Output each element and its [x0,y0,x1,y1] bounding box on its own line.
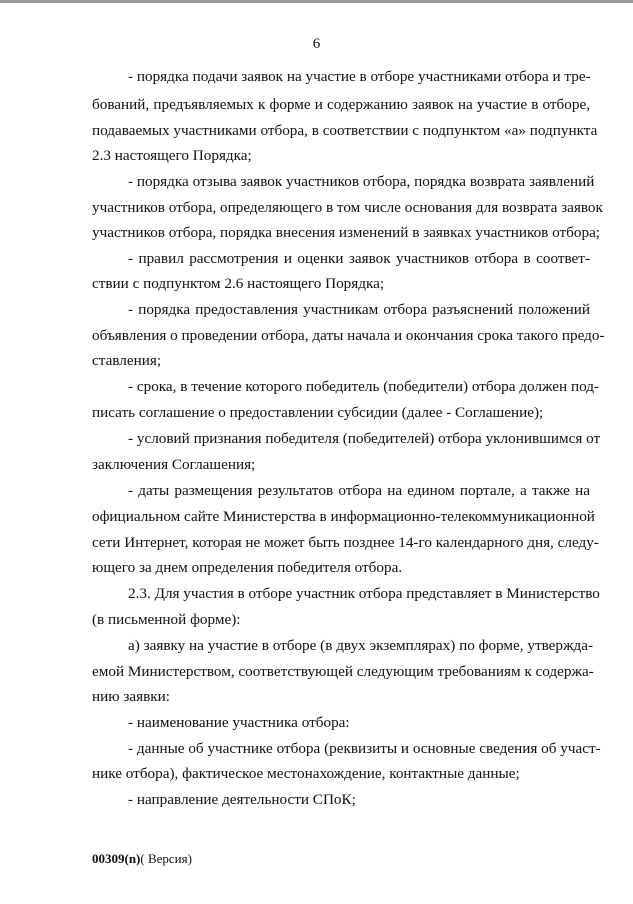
text-line: 2.3. Для участия в отборе участник отбора представляет в Министерство [128,585,600,602]
text-line: - данные об участнике отбора (реквизиты и основные сведения об участ- [128,740,601,757]
text-line: а) заявку на участие в отборе (в двух экземплярах) по форме, утвержда- [128,637,594,654]
document-footer [92,851,192,867]
text-line: официальном сайте Министерства в информационно-телекоммуникационной [92,508,595,525]
text-line: писать соглашение о предоставлении субсидии (далее - Соглашение); [92,404,544,421]
text-line: емой Министерством, соответствующей следующим требованиям к содержа- [92,663,594,680]
text-line: ставления; [92,352,162,369]
text-line: подаваемых участниками отбора, в соответствии с подпунктом «а» подпункта [92,122,598,139]
text-line: - срока, в течение которого победитель (победители) отбора должен под- [128,378,600,395]
text-line: - порядка предоставления участникам отбора разъяснений положений [128,301,590,318]
text-line: - условий признания победителя (победителей) отбора уклонившимся от [128,430,601,447]
text-line: бований, предъявляемых к форме и содержанию заявок на участие в отборе, [92,96,590,113]
document-code: 00309(n) [92,851,141,866]
text-line: участников отбора, порядка внесения изменений в заявках участников отбора; [92,224,601,241]
text-line: нию заявки: [92,688,171,705]
text-line: ствии с подпунктом 2.6 настоящего Порядка; [92,275,385,292]
page-top-edge [0,0,633,3]
document-version: ( Версия) [140,851,192,866]
text-line: заключения Соглашения; [92,456,256,473]
text-line: участников отбора, определяющего в том числе основания для возврата заявок [92,199,603,216]
text-line: - наименование участника отбора: [128,714,350,731]
text-line: (в письменной форме): [92,611,241,628]
text-line: - даты размещения результатов отбора на едином портале, а также на [128,482,590,499]
text-line: - порядка отзыва заявок участников отбора, порядка возврата заявлений [128,173,595,190]
text-line: 2.3 настоящего Порядка; [92,147,252,164]
text-line: - правил рассмотрения и оценки заявок участников отбора в соответ- [128,250,590,267]
text-line: сети Интернет, которая не может быть позднее 14-го календарного дня, следу- [92,534,599,551]
text-line: - направление деятельности СПоК; [128,791,356,808]
page-number: 6 [312,36,321,52]
text-line: ющего за днем определения победителя отбора. [92,559,403,576]
text-line: объявления о проведении отбора, даты начала и окончания срока такого предо- [92,327,605,344]
text-line: нике отбора), фактическое местонахождение, контактные данные; [92,765,520,782]
text-line: - порядка подачи заявок на участие в отборе участниками отбора и тре- [128,68,591,85]
